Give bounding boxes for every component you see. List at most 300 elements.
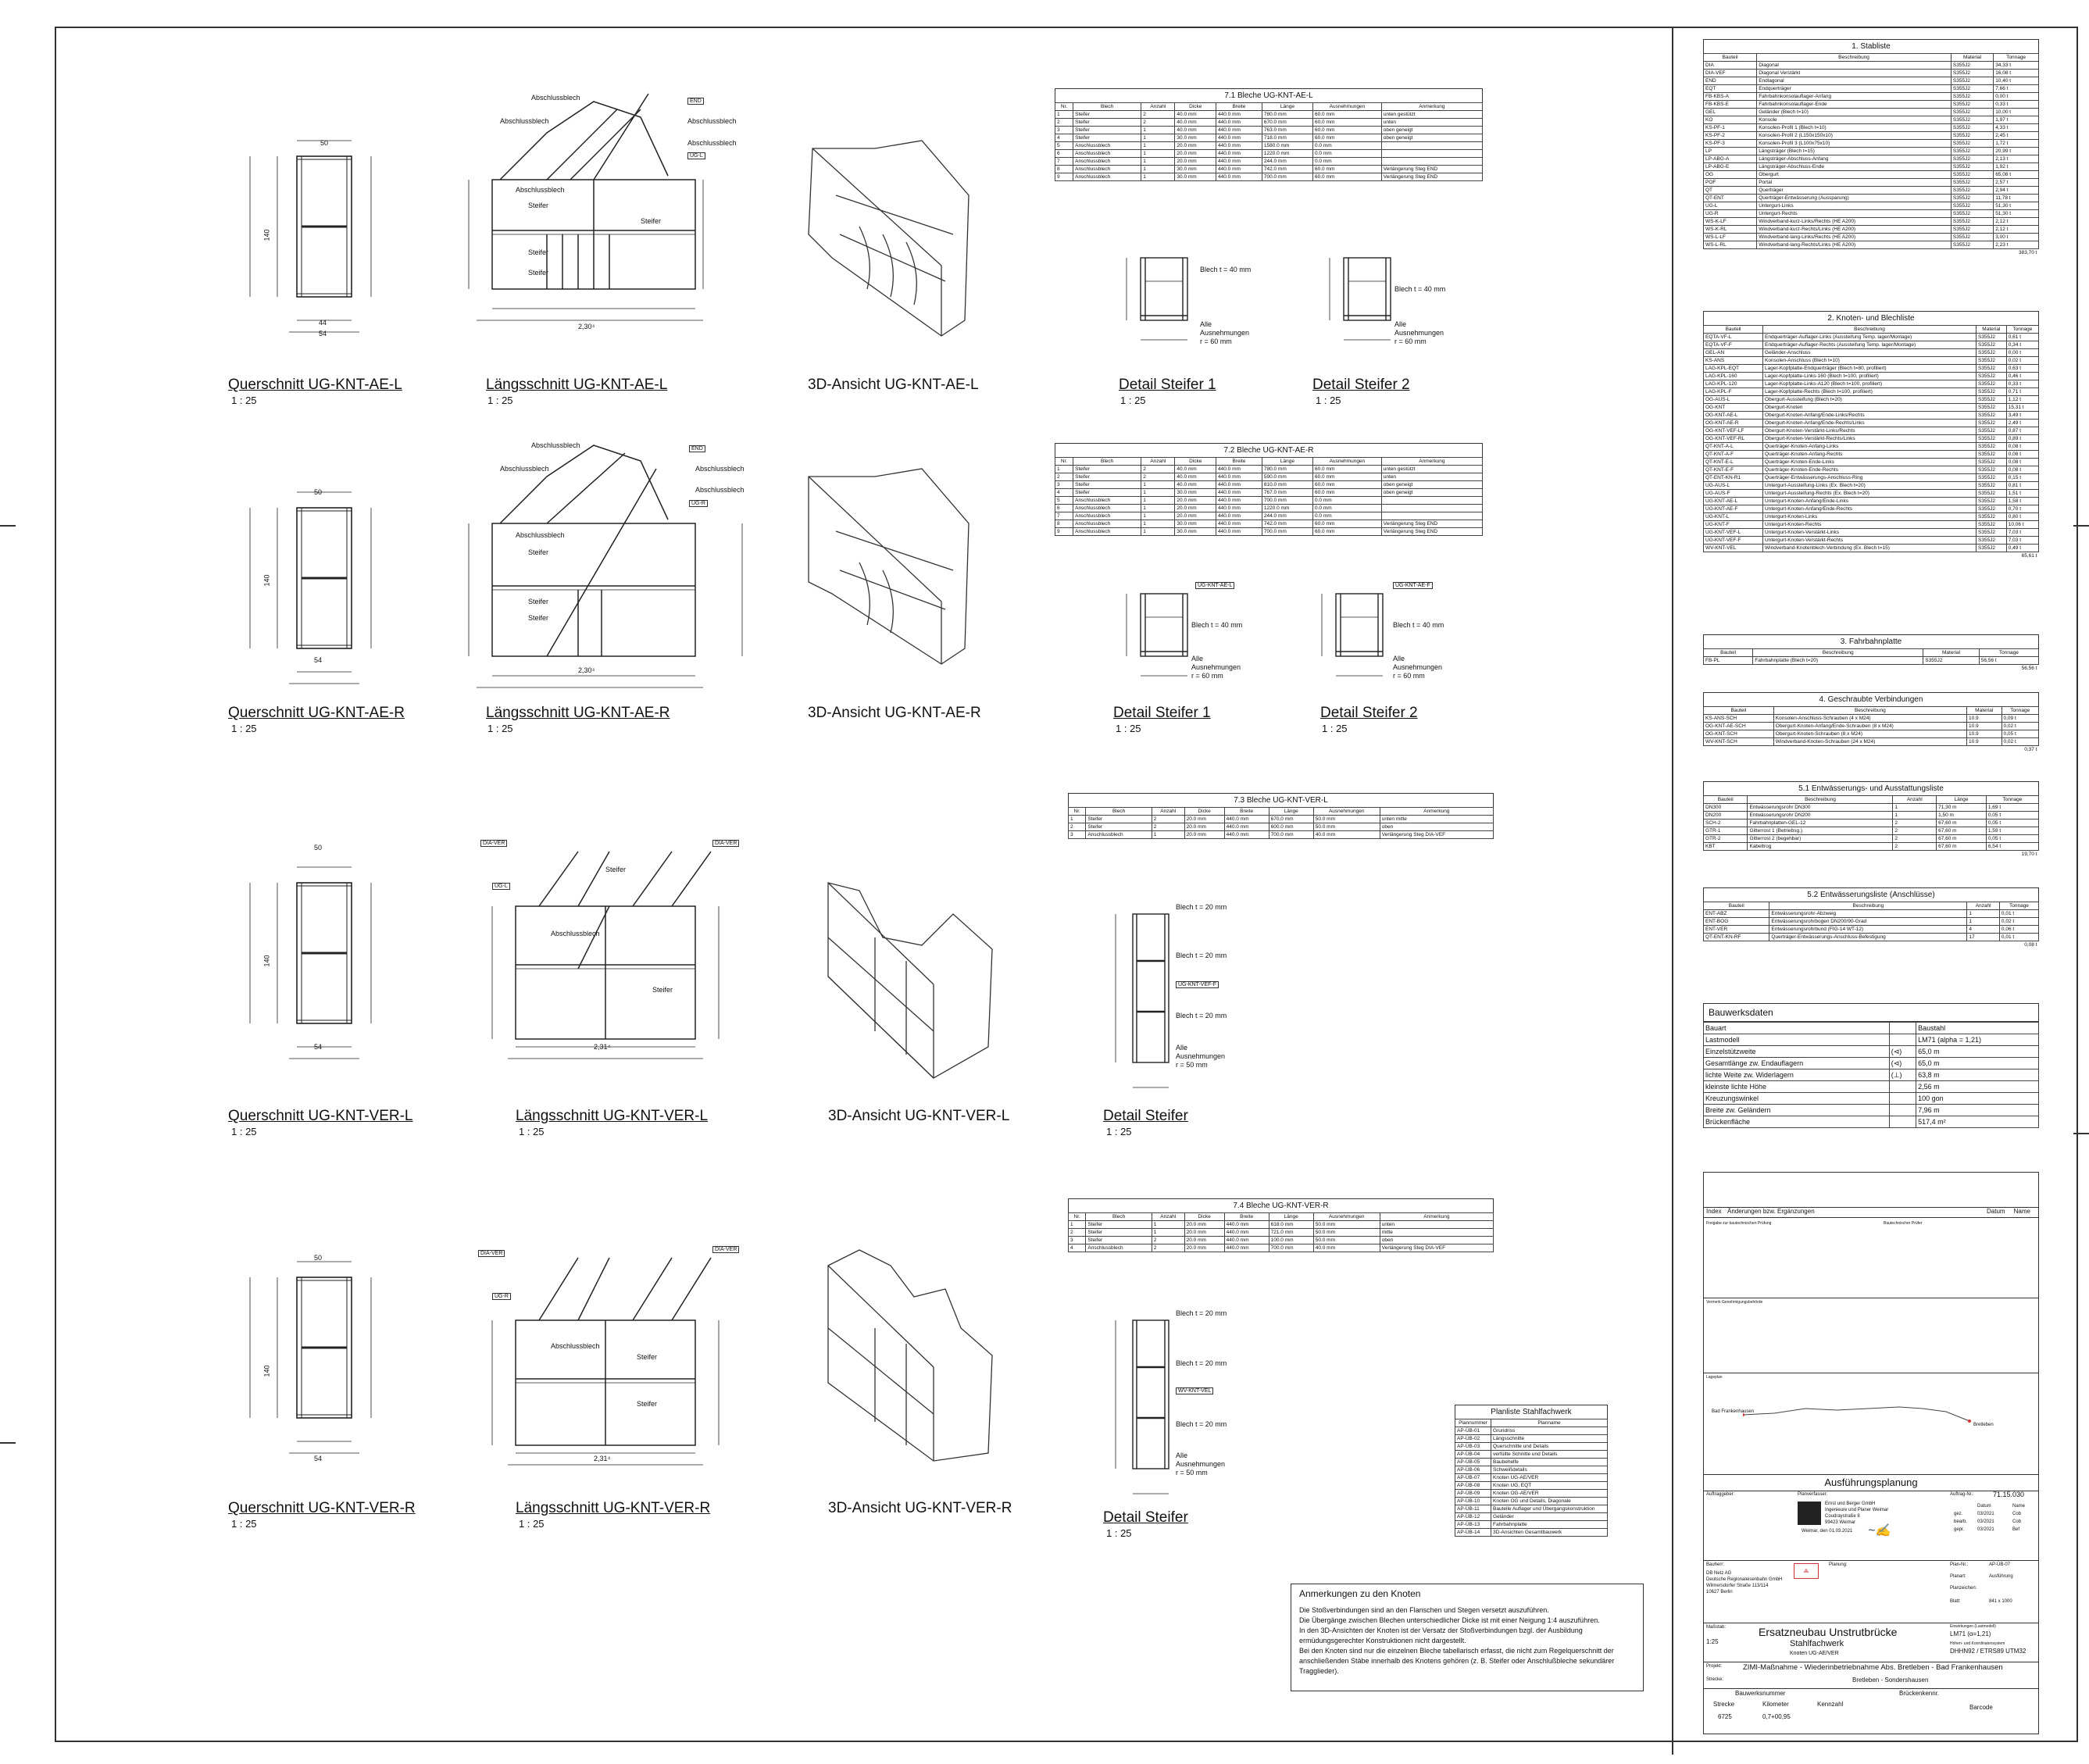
table-row: [1704, 513, 2039, 521]
strecke-label: Strecke:: [1706, 1677, 1724, 1682]
table-cell: WS-L-RL: [1704, 241, 1757, 249]
column-header: Blech: [1086, 1213, 1152, 1221]
table-cell: Fahrbahnkonsolauflager-Anfang: [1757, 93, 1952, 101]
table-cell: S355J2: [1951, 93, 1993, 101]
table-cell: 20.0 mm: [1175, 142, 1216, 150]
table-row: [1704, 396, 2039, 404]
column-header: Tonnage: [2002, 707, 2038, 715]
table-cell: Endquerträger-Auflager-Rechts (Aussteifung Temp. lager/Montage): [1763, 341, 1977, 349]
table-cell: 1,59 t: [1986, 827, 2038, 835]
table-cell: 5: [1055, 142, 1073, 150]
table-cell: 0,02 t: [2002, 738, 2038, 746]
bauwerksdaten-cell: 65,0 m: [1916, 1046, 2039, 1058]
table-cell: DIA: [1704, 62, 1757, 70]
table-cell: 30.0 mm: [1175, 166, 1216, 173]
table-cell: 40.0 mm: [1175, 111, 1216, 119]
table-cell: AP-ÜB-12: [1455, 1513, 1491, 1521]
table-cell: Diagonal: [1757, 62, 1952, 70]
table-cell: S355J2: [1951, 148, 1993, 155]
auftrag-label: Auftrag-Nr.:: [1950, 1492, 1974, 1497]
table-cell: Steifer: [1073, 481, 1141, 489]
table-cell: Untergurt-Knoten-Links: [1763, 513, 1977, 521]
table-cell: Baubehelfe: [1491, 1459, 1608, 1466]
bauwerksdaten-cell: Bauart: [1704, 1023, 1890, 1034]
table-cell: Knoten OG und Details, Diagonale: [1491, 1498, 1608, 1505]
table-cell: 10,00 t: [1994, 109, 2039, 116]
table-cell: 20.0 mm: [1175, 497, 1216, 505]
table-cell: 1: [1893, 804, 1937, 812]
table-cell: 440.0 mm: [1216, 512, 1262, 520]
header-row: [1704, 796, 2039, 804]
table-cell: Anschlussblech: [1073, 158, 1141, 166]
table-cell: Fahrbahnplatten-GEL-12: [1748, 820, 1893, 827]
project-subtitle: Stahlfachwerk: [1790, 1639, 1844, 1648]
table-row: [1704, 349, 2039, 357]
table-cell: 40.0 mm: [1175, 127, 1216, 134]
table-cell: S355J2: [1977, 482, 2007, 490]
table-cell: 1: [1967, 910, 2000, 918]
table-cell: [1381, 142, 1482, 150]
bauherr-city: 10627 Berlin: [1706, 1590, 1733, 1594]
table-row: [1704, 202, 2039, 210]
table-cell: 0.0 mm: [1313, 505, 1382, 512]
rev-change-header: Änderungen bzw. Ergänzungen: [1727, 1208, 1815, 1215]
table-row: [1704, 435, 2039, 443]
label-abschlussblech: Abschlussblech: [551, 930, 600, 937]
table-cell: 2,49 t: [2006, 420, 2038, 427]
projekt-name: ZIMI-Maßnahme - Wiederinbetriebnahme Abs. Bretleben - Bad Frankenhausen: [1743, 1663, 2003, 1672]
table-cell: Steifer: [1073, 111, 1141, 119]
column-header: Tonnage: [1994, 54, 2039, 62]
column-header: Breite: [1216, 458, 1262, 466]
table-cell: 440.0 mm: [1224, 831, 1269, 839]
table-cell: OG-KNT-AE-L: [1704, 412, 1763, 420]
table-cell: 1,51 t: [2006, 490, 2038, 498]
tag-ug-l: UG-L: [492, 883, 510, 890]
column-header: Blech: [1086, 808, 1152, 816]
table-row: [1704, 835, 2039, 843]
table-cell: AP-ÜB-13: [1455, 1521, 1491, 1529]
table-title: 2. Knoten- und Blechliste: [1703, 311, 2039, 325]
phase-title: Ausführungsplanung: [1704, 1474, 2038, 1491]
column-header: Beschreibung: [1763, 326, 1977, 334]
column-header: Ausnehmungen: [1313, 1213, 1380, 1221]
table-cell: 20,99 t: [1994, 148, 2039, 155]
fahrbahnplatte-list: [1703, 634, 2039, 672]
total-value: 0,37 t: [2024, 747, 2037, 752]
drawing-title: Längsschnitt UG-KNT-AE-L: [486, 377, 668, 393]
lastmodell-value: LM71 (α=1,21): [1950, 1630, 1991, 1637]
drawing-scale: 1 : 25: [487, 395, 513, 406]
table-cell: OG-AUS-L: [1704, 396, 1763, 404]
table: [1703, 902, 2039, 948]
table-cell: 60.0 mm: [1313, 166, 1382, 173]
column-header: Nr.: [1069, 808, 1086, 816]
table-cell: 7,66 t: [1994, 85, 2039, 93]
table-row: [1704, 657, 2039, 665]
table-cell: 60.0 mm: [1313, 520, 1382, 528]
header-row: [1069, 808, 1494, 816]
table-cell: S355J2: [1951, 116, 1993, 124]
tag-ug-r: UG-R: [492, 1293, 511, 1300]
table-title: 7.3 Bleche UG-KNT-VER-L: [1068, 793, 1494, 807]
table-row: [1704, 334, 2039, 341]
table-cell: 40.0 mm: [1175, 473, 1216, 481]
label-abschlussblech: Abschlussblech: [687, 139, 737, 147]
table-cell: 2,23 t: [1994, 241, 2039, 249]
table-cell: 67,60 m: [1937, 843, 1987, 851]
table-row: [1704, 388, 2039, 396]
bauwerksdaten-cell: (⊲): [1889, 1058, 1916, 1069]
table-cell: 2: [1152, 823, 1184, 831]
table-cell: FB-KBS-E: [1704, 101, 1757, 109]
table-cell: 0,87 t: [2006, 427, 2038, 435]
label-abschlussblech: Abschlussblech: [516, 186, 565, 194]
table-cell: S355J2: [1923, 657, 1980, 665]
table-row: [1704, 812, 2039, 820]
table-cell: Windverband-lang-Rechts/Links (HE A200): [1757, 241, 1952, 249]
table-cell: OG: [1704, 171, 1757, 179]
table-cell: oben geneigt: [1381, 134, 1482, 142]
table-cell: 67,60 m: [1937, 820, 1987, 827]
table-row: [1455, 1474, 1608, 1482]
drawing-title: 3D-Ansicht UG-KNT-VER-L: [828, 1108, 1010, 1124]
column-header: Nr.: [1055, 458, 1073, 466]
table-cell: FB-KBS-A: [1704, 93, 1757, 101]
table-cell: Querträger-Knoten-Anfang-Rechts: [1763, 451, 1977, 459]
table-cell: AP-ÜB-08: [1455, 1482, 1491, 1490]
table-cell: 440.0 mm: [1224, 1237, 1269, 1244]
label-abschlussblech: Abschlussblech: [551, 1342, 600, 1350]
table-row: [1055, 497, 1483, 505]
table-cell: 1: [1141, 520, 1175, 528]
table-row: [1055, 119, 1483, 127]
column-header: Anzahl: [1893, 796, 1937, 804]
plannr-label: Plan-Nr.:: [1950, 1562, 1969, 1567]
table-row: [1704, 738, 2039, 746]
table-row: [1704, 926, 2039, 934]
table-cell: FB-PL: [1704, 657, 1753, 665]
table-row: [1704, 101, 2039, 109]
table-row: [1704, 474, 2039, 482]
total-row: [1704, 249, 2039, 257]
firm-city: 99423 Weimar: [1825, 1520, 1855, 1525]
table: [1068, 807, 1494, 839]
table-row: [1704, 529, 2039, 537]
planart: Ausführung: [1989, 1574, 2013, 1579]
table-cell: Portal: [1757, 179, 1952, 187]
table-cell: Längsträger-Abschluss-Ende: [1757, 163, 1952, 171]
table-row: [1704, 443, 2039, 451]
bauwerksdaten-cell: Lastmodell: [1704, 1034, 1890, 1046]
column-header: Anmerkung: [1380, 1213, 1493, 1221]
table-cell: 1: [1055, 111, 1073, 119]
drawing-scale: 1 : 25: [231, 1518, 257, 1530]
table-cell: Steifer: [1073, 119, 1141, 127]
table-cell: S355J2: [1977, 490, 2007, 498]
label-abschlussblech: Abschlussblech: [500, 117, 549, 125]
table-cell: 10,40 t: [1994, 77, 2039, 85]
table-cell: Querträger: [1757, 187, 1952, 195]
table: [1703, 325, 2039, 559]
table-cell: 1,69 t: [1986, 804, 2038, 812]
table-cell: Obergurt-Knoten-Anfang/Ende-Schrauben (8 x M24): [1773, 723, 1966, 730]
column-header: Anmerkung: [1380, 808, 1493, 816]
table-cell: 1: [1069, 1221, 1086, 1229]
table-cell: Geländer-Anschluss: [1763, 349, 1977, 357]
table-cell: 30.0 mm: [1175, 528, 1216, 536]
table-cell: Gitterrost 1 (Betriebsg.): [1748, 827, 1893, 835]
table-cell: OG-KNT-SCH: [1704, 730, 1774, 738]
column-header: Blech: [1073, 458, 1141, 466]
table-cell: oben geneigt: [1381, 127, 1482, 134]
project-title-area: [1704, 1623, 2038, 1662]
blech-table-7-2: [1055, 443, 1483, 536]
table-cell: Anschlussblech: [1073, 142, 1141, 150]
table-cell: S355J2: [1951, 187, 1993, 195]
label-blech: Blech t = 20 mm: [1176, 1309, 1227, 1317]
table-row: [1069, 1237, 1494, 1244]
table-cell: S355J2: [1977, 365, 2007, 373]
table-cell: Kabeltrog: [1748, 843, 1893, 851]
table-cell: 10.9: [1966, 738, 2002, 746]
table-cell: 0,70 t: [2006, 505, 2038, 513]
table-cell: 20.0 mm: [1184, 1237, 1224, 1244]
table-cell: 1: [1141, 142, 1175, 150]
table-cell: QT-ENT: [1704, 195, 1757, 202]
table-cell: 0,01 t: [1999, 910, 2038, 918]
drawing-scale: 1 : 25: [487, 723, 513, 734]
table-cell: 1: [1141, 158, 1175, 166]
table-cell: 440.0 mm: [1224, 823, 1269, 831]
drawing-scale: 1 : 25: [1316, 395, 1341, 406]
table-row: [1455, 1505, 1608, 1513]
label-blech: Blech t = 40 mm: [1393, 621, 1444, 629]
bauwerksdaten-cell: Brückenfläche: [1704, 1116, 1890, 1128]
table-cell: 0,08 t: [2006, 466, 2038, 474]
column-header: Dicke: [1175, 458, 1216, 466]
table-cell: 440.0 mm: [1216, 481, 1262, 489]
table-cell: QT-KNT-A-F: [1704, 451, 1763, 459]
column-header: Bauteil: [1704, 326, 1763, 334]
table-cell: 5: [1055, 497, 1073, 505]
hoehe-value: DHHN92 / ETRS89 UTM32: [1950, 1648, 2027, 1655]
dim-width: 54: [314, 656, 323, 664]
table-cell: 20.0 mm: [1184, 1221, 1224, 1229]
table-cell: 600.0 mm: [1269, 823, 1313, 831]
drawing-title: Längsschnitt UG-KNT-VER-R: [516, 1500, 711, 1516]
table-cell: 40.0 mm: [1175, 481, 1216, 489]
table-cell: 4,33 t: [1994, 124, 2039, 132]
freigabe-label: Freigabe zur bautechnischen Prüfung: [1706, 1221, 1772, 1226]
drawing-scale: 1 : 25: [519, 1126, 545, 1137]
table-row: [1455, 1427, 1608, 1435]
table-cell: 1,12 t: [2006, 396, 2038, 404]
bauwerksdaten-cell: Kreuzungswinkel: [1704, 1093, 1890, 1105]
table-cell: 4: [1055, 134, 1073, 142]
table-cell: 17: [1967, 934, 2000, 941]
table-cell: S355J2: [1951, 70, 1993, 77]
table-row: [1704, 505, 2039, 513]
table-row: [1055, 489, 1483, 497]
table-cell: WS-L-LF: [1704, 234, 1757, 241]
dim-width: 54: [319, 330, 327, 337]
projekt-label: Projekt:: [1706, 1664, 1723, 1669]
table-cell: mitte: [1380, 1229, 1493, 1237]
column-header: Länge: [1262, 458, 1312, 466]
table-row: [1704, 124, 2039, 132]
strecke-header: Strecke: [1713, 1701, 1735, 1708]
table-row: [1455, 1482, 1608, 1490]
table-cell: LP-ABG-E: [1704, 163, 1757, 171]
table-cell: S355J2: [1951, 124, 1993, 132]
table-cell: LP: [1704, 148, 1757, 155]
header-row: [1704, 54, 2039, 62]
table-cell: Anschlussblech: [1086, 831, 1152, 839]
column-header: Länge: [1937, 796, 1987, 804]
table-cell: 440.0 mm: [1216, 134, 1262, 142]
column-header: Material: [1923, 649, 1980, 657]
table-cell: S355J2: [1951, 101, 1993, 109]
table-cell: Steifer: [1073, 134, 1141, 142]
table-row: [1055, 481, 1483, 489]
table-cell: 50.0 mm: [1313, 1237, 1380, 1244]
bauwerksdaten-row: [1704, 1034, 2039, 1046]
table-cell: 721.0 mm: [1269, 1229, 1313, 1237]
planart-label: Planart:: [1950, 1574, 1966, 1579]
table-cell: Steifer: [1086, 816, 1152, 823]
table-cell: 2: [1141, 473, 1175, 481]
table-cell: 0,33 t: [2006, 380, 2038, 388]
label-steifer: Steifer: [637, 1353, 658, 1361]
table-row: [1704, 545, 2039, 552]
table-cell: 0,05 t: [1986, 820, 2038, 827]
table-cell: S355J2: [1977, 341, 2007, 349]
bauwerksdaten-cell: (⊲): [1889, 1046, 1916, 1058]
gez-label: gez.: [1954, 1512, 1963, 1516]
table-cell: 20.0 mm: [1175, 512, 1216, 520]
drawing-title: Detail Steifer 2: [1320, 705, 1418, 721]
table-cell: Entwässerungsrohrbund (FIG-14 WT-12): [1769, 926, 1967, 934]
drawing-title: Querschnitt UG-KNT-VER-R: [228, 1500, 416, 1516]
column-header: Nr.: [1069, 1213, 1086, 1221]
table-cell: Steifer: [1073, 466, 1141, 473]
table-cell: S355J2: [1951, 77, 1993, 85]
table-cell: 30.0 mm: [1175, 173, 1216, 181]
rev-index-header: Index: [1706, 1208, 1722, 1215]
table-cell: AP-ÜB-14: [1455, 1529, 1491, 1537]
table-row: [1704, 365, 2039, 373]
label-steifer: Steifer: [528, 598, 549, 605]
table-cell: 3: [1069, 831, 1086, 839]
table-cell: 2: [1893, 827, 1937, 835]
table-cell: S355J2: [1977, 427, 2007, 435]
table-cell: Steifer: [1086, 1229, 1152, 1237]
column-header: Anzahl: [1141, 103, 1175, 111]
bauwerksdaten: [1703, 1003, 2039, 1128]
column-header: Bauteil: [1704, 707, 1774, 715]
table-row: [1704, 116, 2039, 124]
table-row: [1704, 226, 2039, 234]
planverfasser-label: Planverfasser:: [1798, 1492, 1828, 1497]
table-cell: Anschlussblech: [1086, 1244, 1152, 1252]
header-row: [1704, 649, 2039, 657]
table-row: [1055, 466, 1483, 473]
table-cell: Längsträger (Blech t=15): [1757, 148, 1952, 155]
table-cell: EQTA-VF-F: [1704, 341, 1763, 349]
label-blech: Blech t = 20 mm: [1176, 1420, 1227, 1428]
table-cell: 2,45 t: [1994, 132, 2039, 140]
column-header: Blech: [1073, 103, 1141, 111]
table-cell: 1: [1967, 918, 2000, 926]
table-row: [1704, 179, 2039, 187]
auftraggeber-label: Auftraggeber:: [1706, 1492, 1735, 1497]
bauwerksdaten-cell: 65,0 m: [1916, 1058, 2039, 1069]
table-cell: Verlängerung Steg END: [1381, 520, 1482, 528]
column-header: Breite: [1224, 1213, 1269, 1221]
table-cell: AP-ÜB-04: [1455, 1451, 1491, 1459]
table-cell: 670.0 mm: [1262, 119, 1312, 127]
dim-length: 2,31⁴: [594, 1043, 611, 1051]
table-cell: 7: [1055, 158, 1073, 166]
table-cell: Untergurt-Knoten-Anfang/Ende-Links: [1763, 498, 1977, 505]
table: [1703, 1022, 2039, 1128]
label-blech: Blech t = 20 mm: [1176, 903, 1227, 911]
table-cell: 7,03 t: [2006, 529, 2038, 537]
table-cell: 780.0 mm: [1262, 466, 1312, 473]
table-cell: 11,78 t: [1994, 195, 2039, 202]
table-cell: WV-KNT-SCH: [1704, 738, 1774, 746]
total-row: [1704, 941, 2039, 949]
table-row: [1069, 831, 1494, 839]
table-cell: 244.0 mm: [1262, 512, 1312, 520]
table-row: [1704, 451, 2039, 459]
table-cell: 0.0 mm: [1313, 150, 1382, 158]
drawing-title: 3D-Ansicht UG-KNT-AE-R: [808, 705, 981, 721]
table-cell: Querträger-Entwässerung (Aussparung): [1757, 195, 1952, 202]
drawing-title: Längsschnitt UG-KNT-AE-R: [486, 705, 670, 721]
table-cell: 1,92 t: [1994, 163, 2039, 171]
table-cell: QT-ENT-KN-RF: [1704, 934, 1769, 941]
table-cell: Querträger-Knoten-Ende-Links: [1763, 459, 1977, 466]
kennzahl-header: Kennzahl: [1817, 1701, 1844, 1708]
anmerkung-line: Die Übergänge zwischen Blechen unterschiedlicher Dicke ist mit einer Neigung 1:4 auszuführen.: [1299, 1616, 1600, 1624]
table-row: [1704, 357, 2039, 365]
table-cell: Untergurt-Links: [1757, 202, 1952, 210]
table-cell: Windverband-kurz-Links/Rechts (HE A200): [1757, 218, 1952, 226]
table-cell: 1220.0 mm: [1262, 150, 1312, 158]
table-cell: 1: [1152, 1229, 1184, 1237]
table-cell: Endquerträger-Auflager-Links (Aussteifung Temp. lager/Montage): [1763, 334, 1977, 341]
table-cell: OG-KNT-AE-R: [1704, 420, 1763, 427]
map-label-bad-frankenhausen: Bad Frankenhausen: [1712, 1409, 1755, 1414]
table-cell: AP-ÜB-10: [1455, 1498, 1491, 1505]
table-row: [1055, 505, 1483, 512]
table-cell: unten: [1381, 119, 1482, 127]
table-cell: AP-ÜB-02: [1455, 1435, 1491, 1443]
table-cell: 1,72 t: [1994, 140, 2039, 148]
table-cell: Fahrbahnplatte: [1491, 1521, 1608, 1529]
bauwerksdaten-cell: [1889, 1116, 1916, 1128]
bauwerksnummer-label: Bauwerksnummer: [1735, 1690, 1786, 1697]
label-steifer: Steifer: [641, 217, 662, 225]
table-cell: 0,46 t: [2006, 373, 2038, 380]
table-cell: 67,60 m: [1937, 835, 1987, 843]
label-blech: Blech t = 20 mm: [1176, 1359, 1227, 1367]
bauwerksdaten-cell: LM71 (alpha = 1,21): [1916, 1034, 2039, 1046]
table-cell: 0,08 t: [2006, 459, 2038, 466]
table-cell: 0,80 t: [2006, 513, 2038, 521]
